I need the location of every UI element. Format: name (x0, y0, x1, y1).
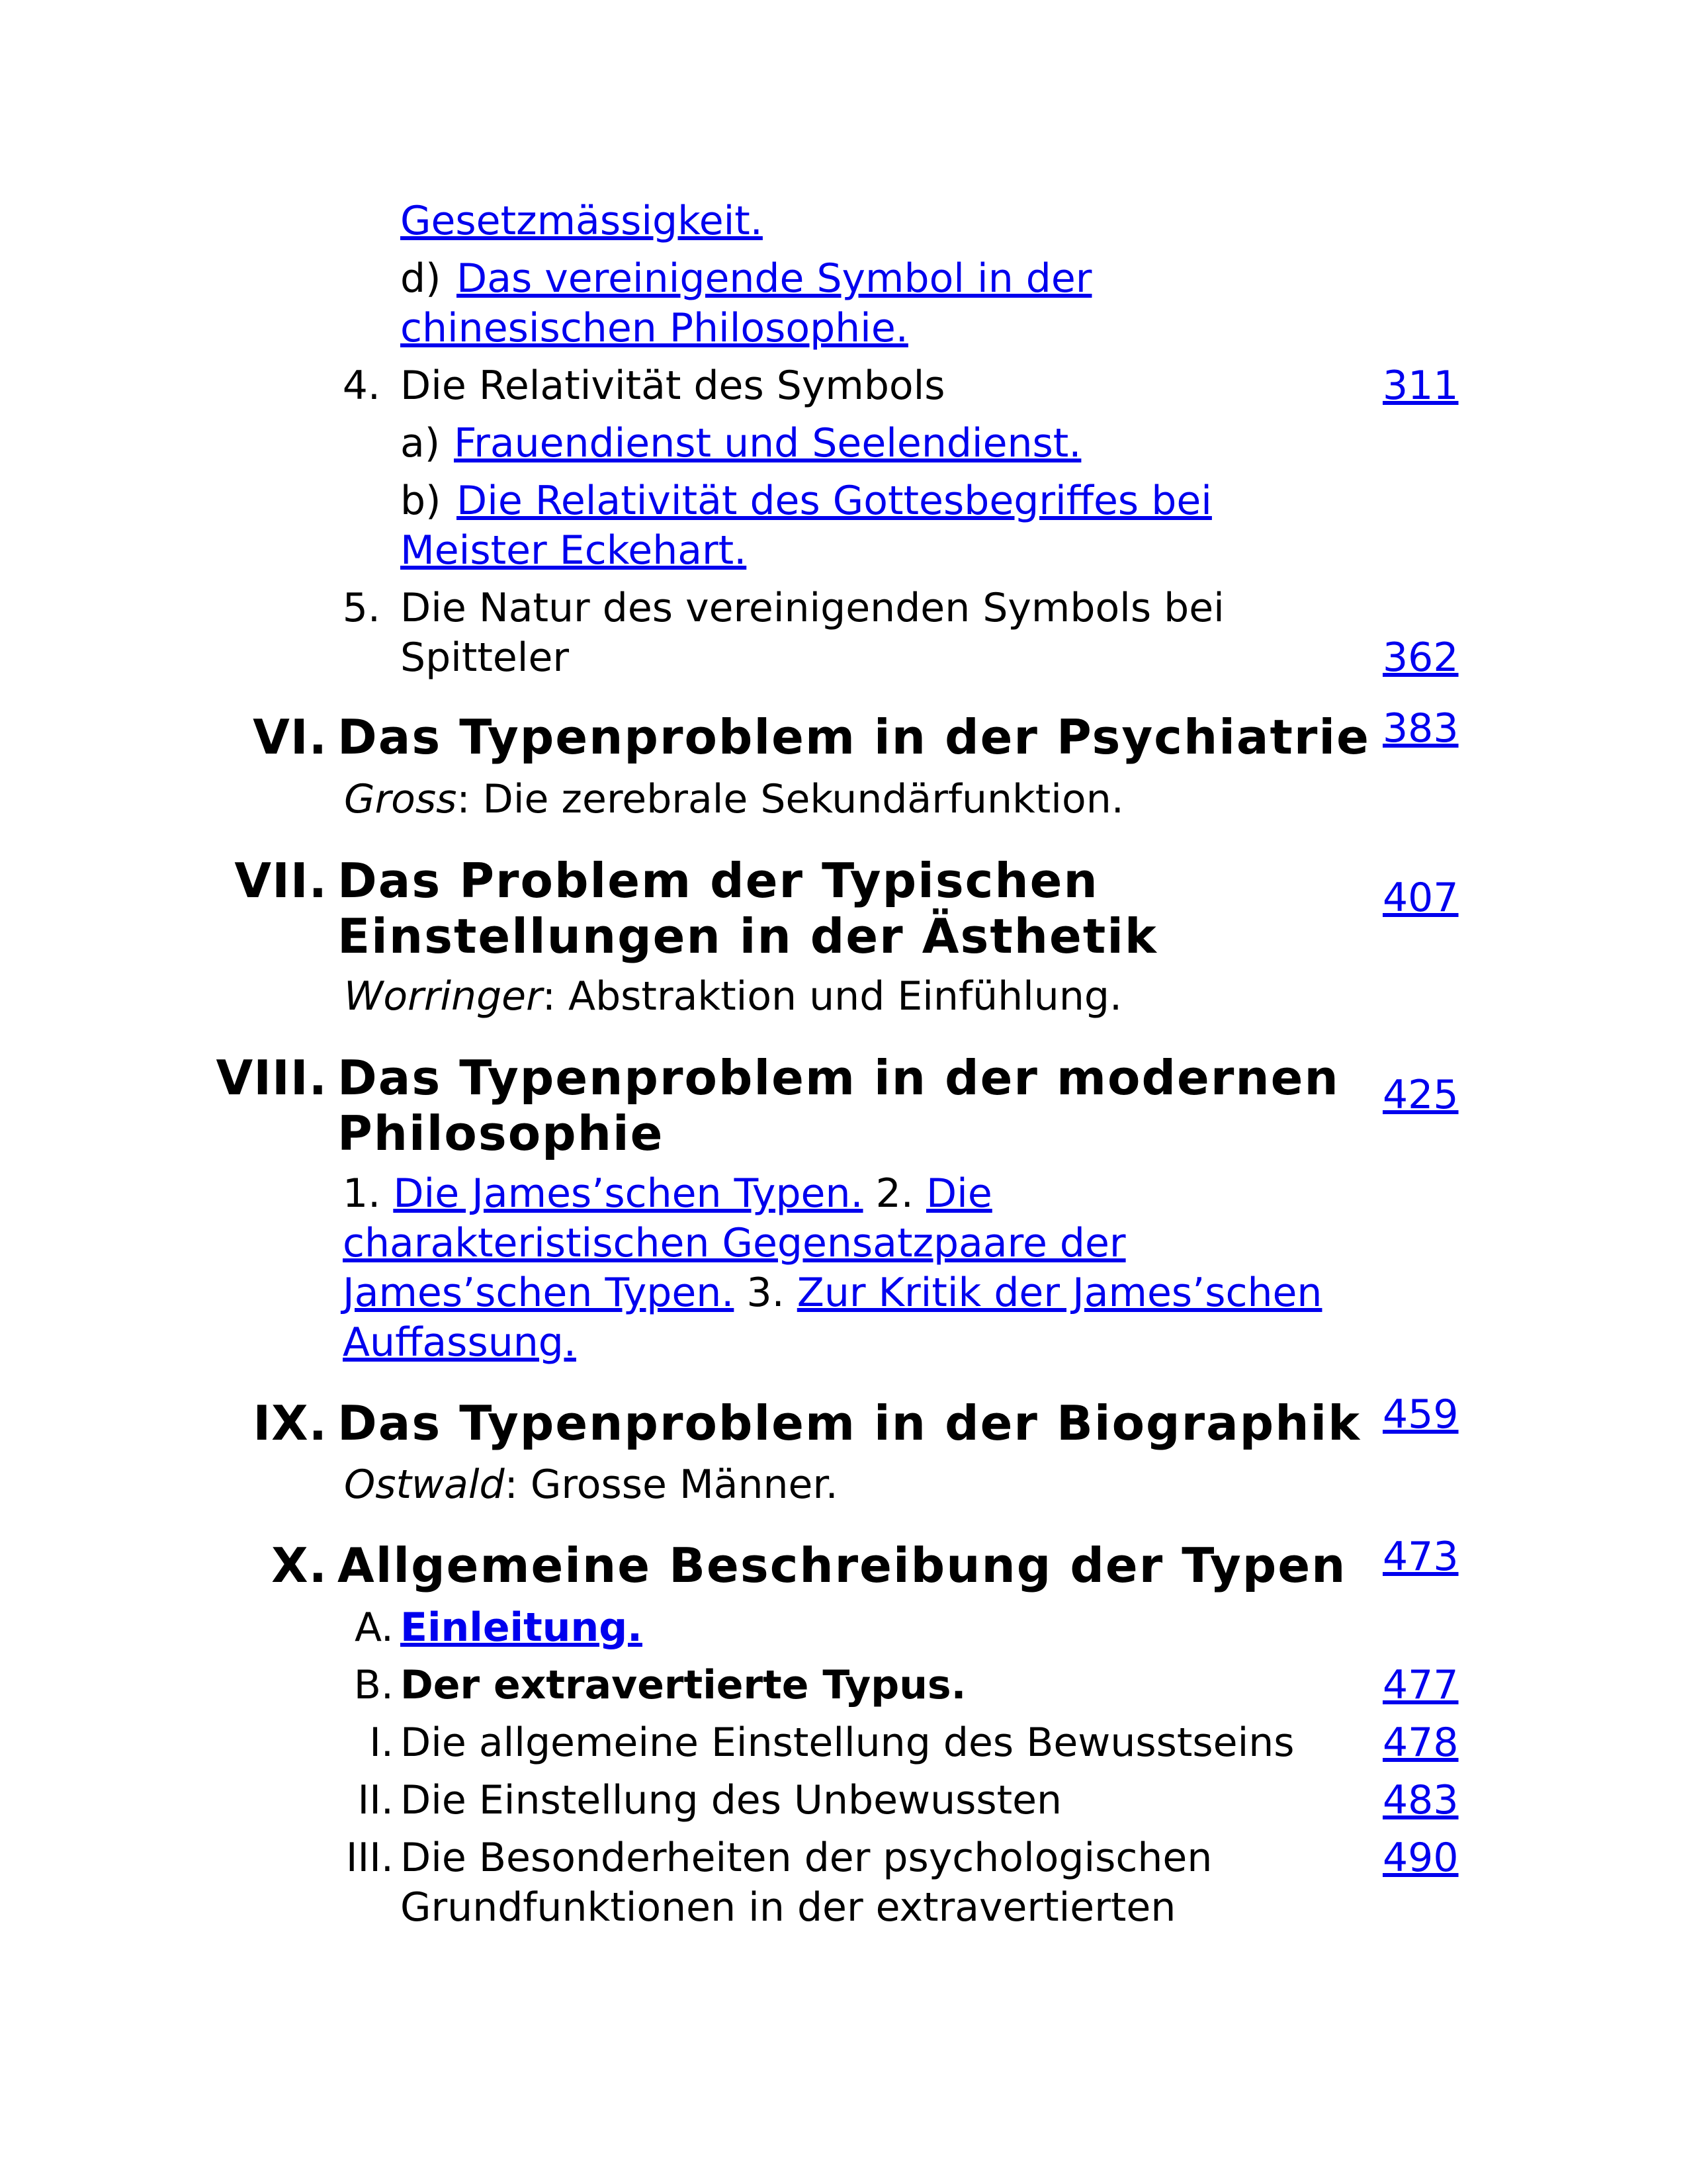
toc-title-besonderheiten-line1: Die Besonderheiten der psychologischen (400, 1835, 1213, 1881)
toc-page-478[interactable]: 478 (1383, 1720, 1459, 1766)
toc-letter-a: A. (354, 1604, 394, 1651)
toc-roman-iii: III. (345, 1835, 394, 1881)
toc-link-auffassung[interactable]: Auffassung. (343, 1319, 576, 1366)
toc-link-kritik-james[interactable]: Zur Kritik der James’schen (797, 1270, 1322, 1316)
chapter-title-ix: Das Typenproblem in der Biographik (337, 1395, 1362, 1451)
toc-roman-ii: II. (357, 1777, 394, 1823)
toc-title-einstellung-bewusstsein: Die allgemeine Einstellung des Bewusstseins (400, 1720, 1295, 1766)
chapter-subtitle-text-vii: : Abstraktion und Einfühlung. (542, 973, 1123, 1020)
toc-number-4: 4. (342, 363, 380, 409)
toc-page-407[interactable]: 407 (1383, 875, 1459, 921)
chapter-title-viii-line2: Philosophie (337, 1106, 664, 1161)
toc-page-477[interactable]: 477 (1383, 1662, 1459, 1708)
chapter-number-viii: VIII. (216, 1050, 327, 1106)
toc-page-425[interactable]: 425 (1383, 1072, 1459, 1118)
toc-title-besonderheiten-line2: Grundfunktionen in der extravertierten (400, 1884, 1176, 1931)
toc-link-vereinigende-symbol[interactable]: Das vereinigende Symbol in der (456, 255, 1092, 302)
toc-number-5: 5. (342, 585, 380, 631)
chapter-viii-sub-line3 (343, 1268, 1322, 1318)
sub-number-2: 2. (875, 1170, 914, 1217)
chapter-subtitle-text-ix: : Grosse Männer. (504, 1462, 838, 1508)
toc-link-gottesbegriff[interactable]: Die Relativität des Gottesbegriffes bei (456, 478, 1212, 524)
toc-link-gegensatzpaare-c[interactable]: James’schen Typen. (343, 1270, 734, 1316)
toc-link-meister-eckehart[interactable]: Meister Eckehart. (400, 527, 747, 574)
toc-page-362[interactable]: 362 (1383, 634, 1459, 681)
sub-number-1: 1. (343, 1170, 381, 1217)
chapter-viii-sub-line1 (343, 1169, 992, 1219)
chapter-subtitle-text-vi: : Die zerebrale Sekundärfunktion. (456, 776, 1124, 822)
chapter-title-vi: Das Typenproblem in der Psychiatrie (337, 709, 1370, 765)
toc-title-extravertierte-typus: Der extravertierte Typus. (400, 1662, 967, 1708)
toc-page-459[interactable]: 459 (1383, 1391, 1459, 1438)
chapter-number-vii: VII. (234, 853, 327, 908)
toc-marker-a: a) (400, 420, 441, 466)
sub-number-3: 3. (746, 1270, 785, 1316)
toc-title-einstellung-unbewusst: Die Einstellung des Unbewussten (400, 1777, 1062, 1823)
chapter-number-ix: IX. (253, 1395, 327, 1451)
toc-page-383[interactable]: 383 (1383, 705, 1459, 752)
toc-page-311[interactable]: 311 (1383, 363, 1459, 409)
toc-link-einleitung[interactable]: Einleitung. (400, 1604, 642, 1651)
toc-roman-i: I. (369, 1720, 394, 1766)
toc-page-483[interactable]: 483 (1383, 1777, 1459, 1823)
chapter-title-vii-line1: Das Problem der Typischen (337, 853, 1099, 908)
toc-title-natur-symbol-line1: Die Natur des vereinigenden Symbols bei (400, 585, 1225, 631)
chapter-title-x: Allgemeine Beschreibung der Typen (337, 1538, 1347, 1593)
toc-marker-b: b) (400, 478, 441, 524)
chapter-title-vii-line2: Einstellungen in der Ästhetik (337, 908, 1158, 964)
chapter-subtitle-author-worringer: Worringer (344, 973, 542, 1020)
toc-link-chinesische-philosophie[interactable]: chinesischen Philosophie. (400, 305, 908, 351)
toc-link-frauendienst[interactable]: Frauendienst und Seelendienst. (454, 420, 1082, 466)
toc-link-james-typen[interactable]: Die James’schen Typen. (393, 1170, 863, 1217)
toc-page-473[interactable]: 473 (1383, 1534, 1459, 1580)
chapter-title-viii-line1: Das Typenproblem in der modernen (337, 1050, 1340, 1106)
toc-marker-d: d) (400, 255, 441, 302)
toc-link-gegensatzpaare-b[interactable]: charakteristischen Gegensatzpaare der (343, 1220, 1126, 1266)
chapter-subtitle-author-gross: Gross (344, 776, 457, 822)
chapter-subtitle-vii (344, 972, 1122, 1022)
chapter-subtitle-ix (344, 1460, 838, 1510)
toc-link-gegensatzpaare-a[interactable]: Die (926, 1170, 992, 1217)
toc-title-natur-symbol-line2: Spitteler (400, 634, 570, 681)
toc-letter-b: B. (353, 1662, 394, 1708)
chapter-subtitle-author-ostwald: Ostwald (344, 1462, 505, 1508)
toc-title-relativitaet-symbol: Die Relativität des Symbols (400, 363, 945, 409)
toc-page-490[interactable]: 490 (1383, 1835, 1459, 1881)
toc-link-gesetzmaessigkeit[interactable]: Gesetzmässigkeit. (400, 198, 763, 244)
chapter-number-vi: VI. (253, 709, 327, 765)
chapter-subtitle-vi (344, 775, 1124, 824)
chapter-number-x: X. (271, 1538, 327, 1593)
